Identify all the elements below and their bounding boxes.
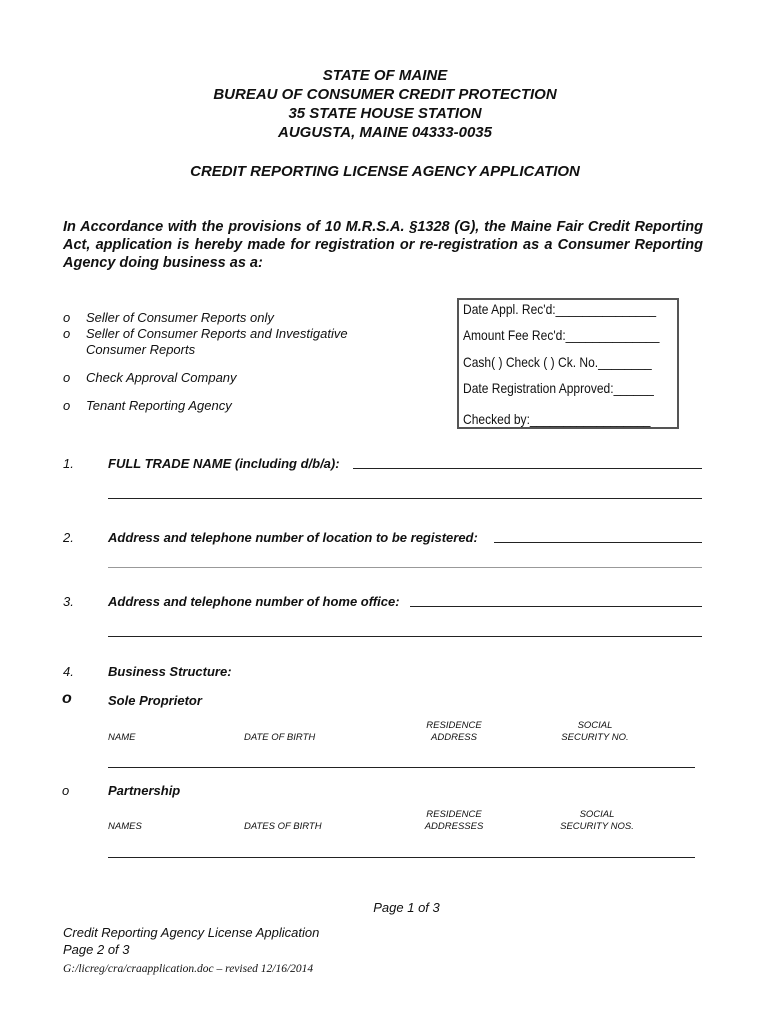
header-bureau: BUREAU OF CONSUMER CREDIT PROTECTION	[213, 86, 557, 103]
footer-file-path: G:/licreg/cra/craapplication.doc – revised 12/16/2014	[63, 963, 314, 975]
sole-col-dob: DATE OF BIRTH	[244, 732, 316, 743]
q3-label: Address and telephone number of home office:	[108, 594, 400, 609]
option-seller-investigative-line2: Consumer Reports	[86, 342, 196, 357]
partnership-col-residence-2: ADDRESSES	[424, 821, 484, 832]
sole-col-ssn-1: SOCIAL	[577, 720, 613, 731]
q1-label: FULL TRADE NAME (including d/b/a):	[108, 456, 340, 471]
partnership-label: Partnership	[108, 783, 181, 798]
page-title: CREDIT REPORTING LICENSE AGENCY APPLICATION	[190, 163, 580, 180]
intro-paragraph: In Accordance with the provisions of 10 M.R.S.A. §1328 (G), the Maine Fair Credit Reporting Act, application is hereby made for registration or re-registration as a Consumer Reporting Agency doing business as a:	[63, 219, 703, 271]
q2-input-line2[interactable]	[108, 567, 702, 568]
q3-input-line2[interactable]	[108, 636, 702, 637]
q2-input-line1[interactable]	[494, 542, 702, 543]
checkbox-tenant-reporting[interactable]: o	[63, 398, 71, 413]
q4-label: Business Structure:	[108, 664, 232, 679]
header-city: AUGUSTA, MAINE 04333-0035	[278, 124, 492, 141]
partnership-input-line[interactable]	[108, 857, 695, 858]
partnership-col-names: NAMES	[108, 821, 142, 832]
footer-page-2: Page 2 of 3	[63, 942, 130, 957]
sole-col-ssn-2: SECURITY NO.	[561, 732, 629, 743]
box-checked-by: Checked by:__________________	[463, 411, 651, 427]
sole-proprietor-label: Sole Proprietor	[108, 693, 202, 708]
q2-label: Address and telephone number of location to be registered:	[108, 530, 478, 545]
checkbox-partnership[interactable]: o	[62, 783, 70, 798]
option-seller-investigative-line1: Seller of Consumer Reports and Investigative	[86, 326, 348, 341]
sole-col-residence-1: RESIDENCE	[426, 720, 482, 731]
box-date-received: Date Appl. Rec'd:_______________	[463, 301, 657, 317]
footer-doc-title: Credit Reporting Agency License Application	[63, 925, 320, 940]
partnership-col-dob: DATES OF BIRTH	[244, 821, 322, 832]
partnership-col-ssn-1: SOCIAL	[579, 809, 615, 820]
option-check-approval: Check Approval Company	[86, 370, 237, 385]
q1-input-line1[interactable]	[353, 468, 702, 469]
sole-col-residence-2: ADDRESS	[431, 732, 477, 743]
q3-number: 3.	[63, 594, 74, 609]
box-cash-check: Cash( ) Check ( ) Ck. No.________	[463, 354, 652, 370]
option-seller-only: Seller of Consumer Reports only	[86, 310, 274, 325]
q4-number: 4.	[63, 664, 74, 679]
header-state: STATE OF MAINE	[322, 67, 448, 84]
q1-input-line2[interactable]	[108, 498, 702, 499]
box-date-approved: Date Registration Approved:______	[463, 380, 654, 396]
page-number: Page 1 of 3	[373, 900, 440, 915]
sole-input-line[interactable]	[108, 767, 695, 768]
partnership-col-ssn-2: SECURITY NOS.	[560, 821, 634, 832]
box-amount-fee: Amount Fee Rec'd:______________	[463, 327, 660, 343]
partnership-col-residence-1: RESIDENCE	[426, 809, 482, 820]
checkbox-seller-only[interactable]: o	[63, 310, 71, 325]
q2-number: 2.	[63, 530, 74, 545]
checkbox-sole-proprietor[interactable]: o	[62, 690, 72, 707]
q1-number: 1.	[63, 456, 74, 471]
checkbox-seller-investigative[interactable]: o	[63, 326, 71, 341]
checkbox-check-approval[interactable]: o	[63, 370, 71, 385]
q3-input-line1[interactable]	[410, 606, 702, 607]
option-tenant-reporting: Tenant Reporting Agency	[86, 398, 232, 413]
header-address: 35 STATE HOUSE STATION	[288, 105, 482, 122]
sole-col-name: NAME	[108, 732, 136, 743]
